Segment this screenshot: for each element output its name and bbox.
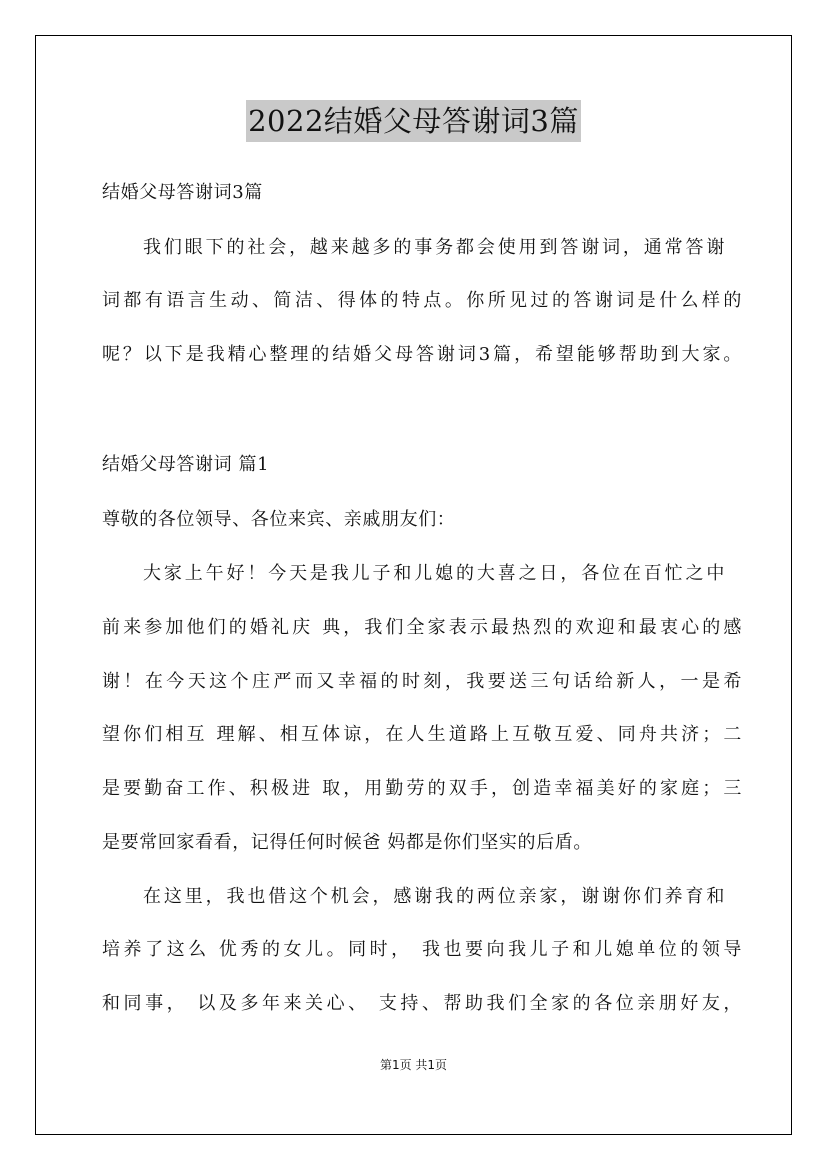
subtitle: 结婚父母答谢词3篇 [102, 182, 263, 203]
page-footer: 第1页 共1页 [379, 1058, 448, 1072]
document-title: 2022结婚父母答谢词3篇 [246, 100, 581, 142]
intro-line: 词都有语言生动、简洁、得体的特点。你所见过的答谢词是什么样的 [102, 290, 742, 311]
paragraph-line: 前来参加他们的婚礼庆 典，我们全家表示最热烈的欢迎和最衷心的感 [102, 617, 742, 638]
paragraph-line: 是要勤奋工作、积极进 取，用勤劳的双手，创造幸福美好的家庭；三 [102, 778, 742, 799]
paragraph-line: 在这里，我也借这个机会，感谢我的两位亲家，谢谢你们养育和 [143, 886, 725, 907]
salutation: 尊敬的各位领导、各位来宾、亲戚朋友们： [102, 509, 456, 530]
paragraph-line: 谢！在今天这个庄严而又幸福的时刻，我要送三句话给新人，一是希 [102, 671, 742, 692]
paragraph-line: 和同事， 以及多年来关心、 支持、帮助我们全家的各位亲朋好友， [102, 993, 742, 1014]
intro-line: 我们眼下的社会，越来越多的事务都会使用到答谢词，通常答谢 [143, 237, 725, 258]
title-container [0, 100, 827, 142]
paragraph-line: 培养了这么 优秀的女儿。同时， 我也要向我儿子和儿媳单位的领导 [102, 939, 742, 960]
paragraph-line: 望你们相互 理解、相互体谅，在人生道路上互敬互爱、同舟共济；二 [102, 724, 742, 745]
paragraph-line: 大家上午好！今天是我儿子和儿媳的大喜之日，各位在百忙之中 [143, 563, 725, 584]
intro-line: 呢？以下是我精心整理的结婚父母答谢词3篇，希望能够帮助到大家。 [102, 344, 742, 365]
section-heading: 结婚父母答谢词 篇1 [102, 454, 270, 475]
paragraph-line: 是要常回家看看，记得任何时候爸 妈都是你们坚实的后盾。 [102, 832, 592, 853]
